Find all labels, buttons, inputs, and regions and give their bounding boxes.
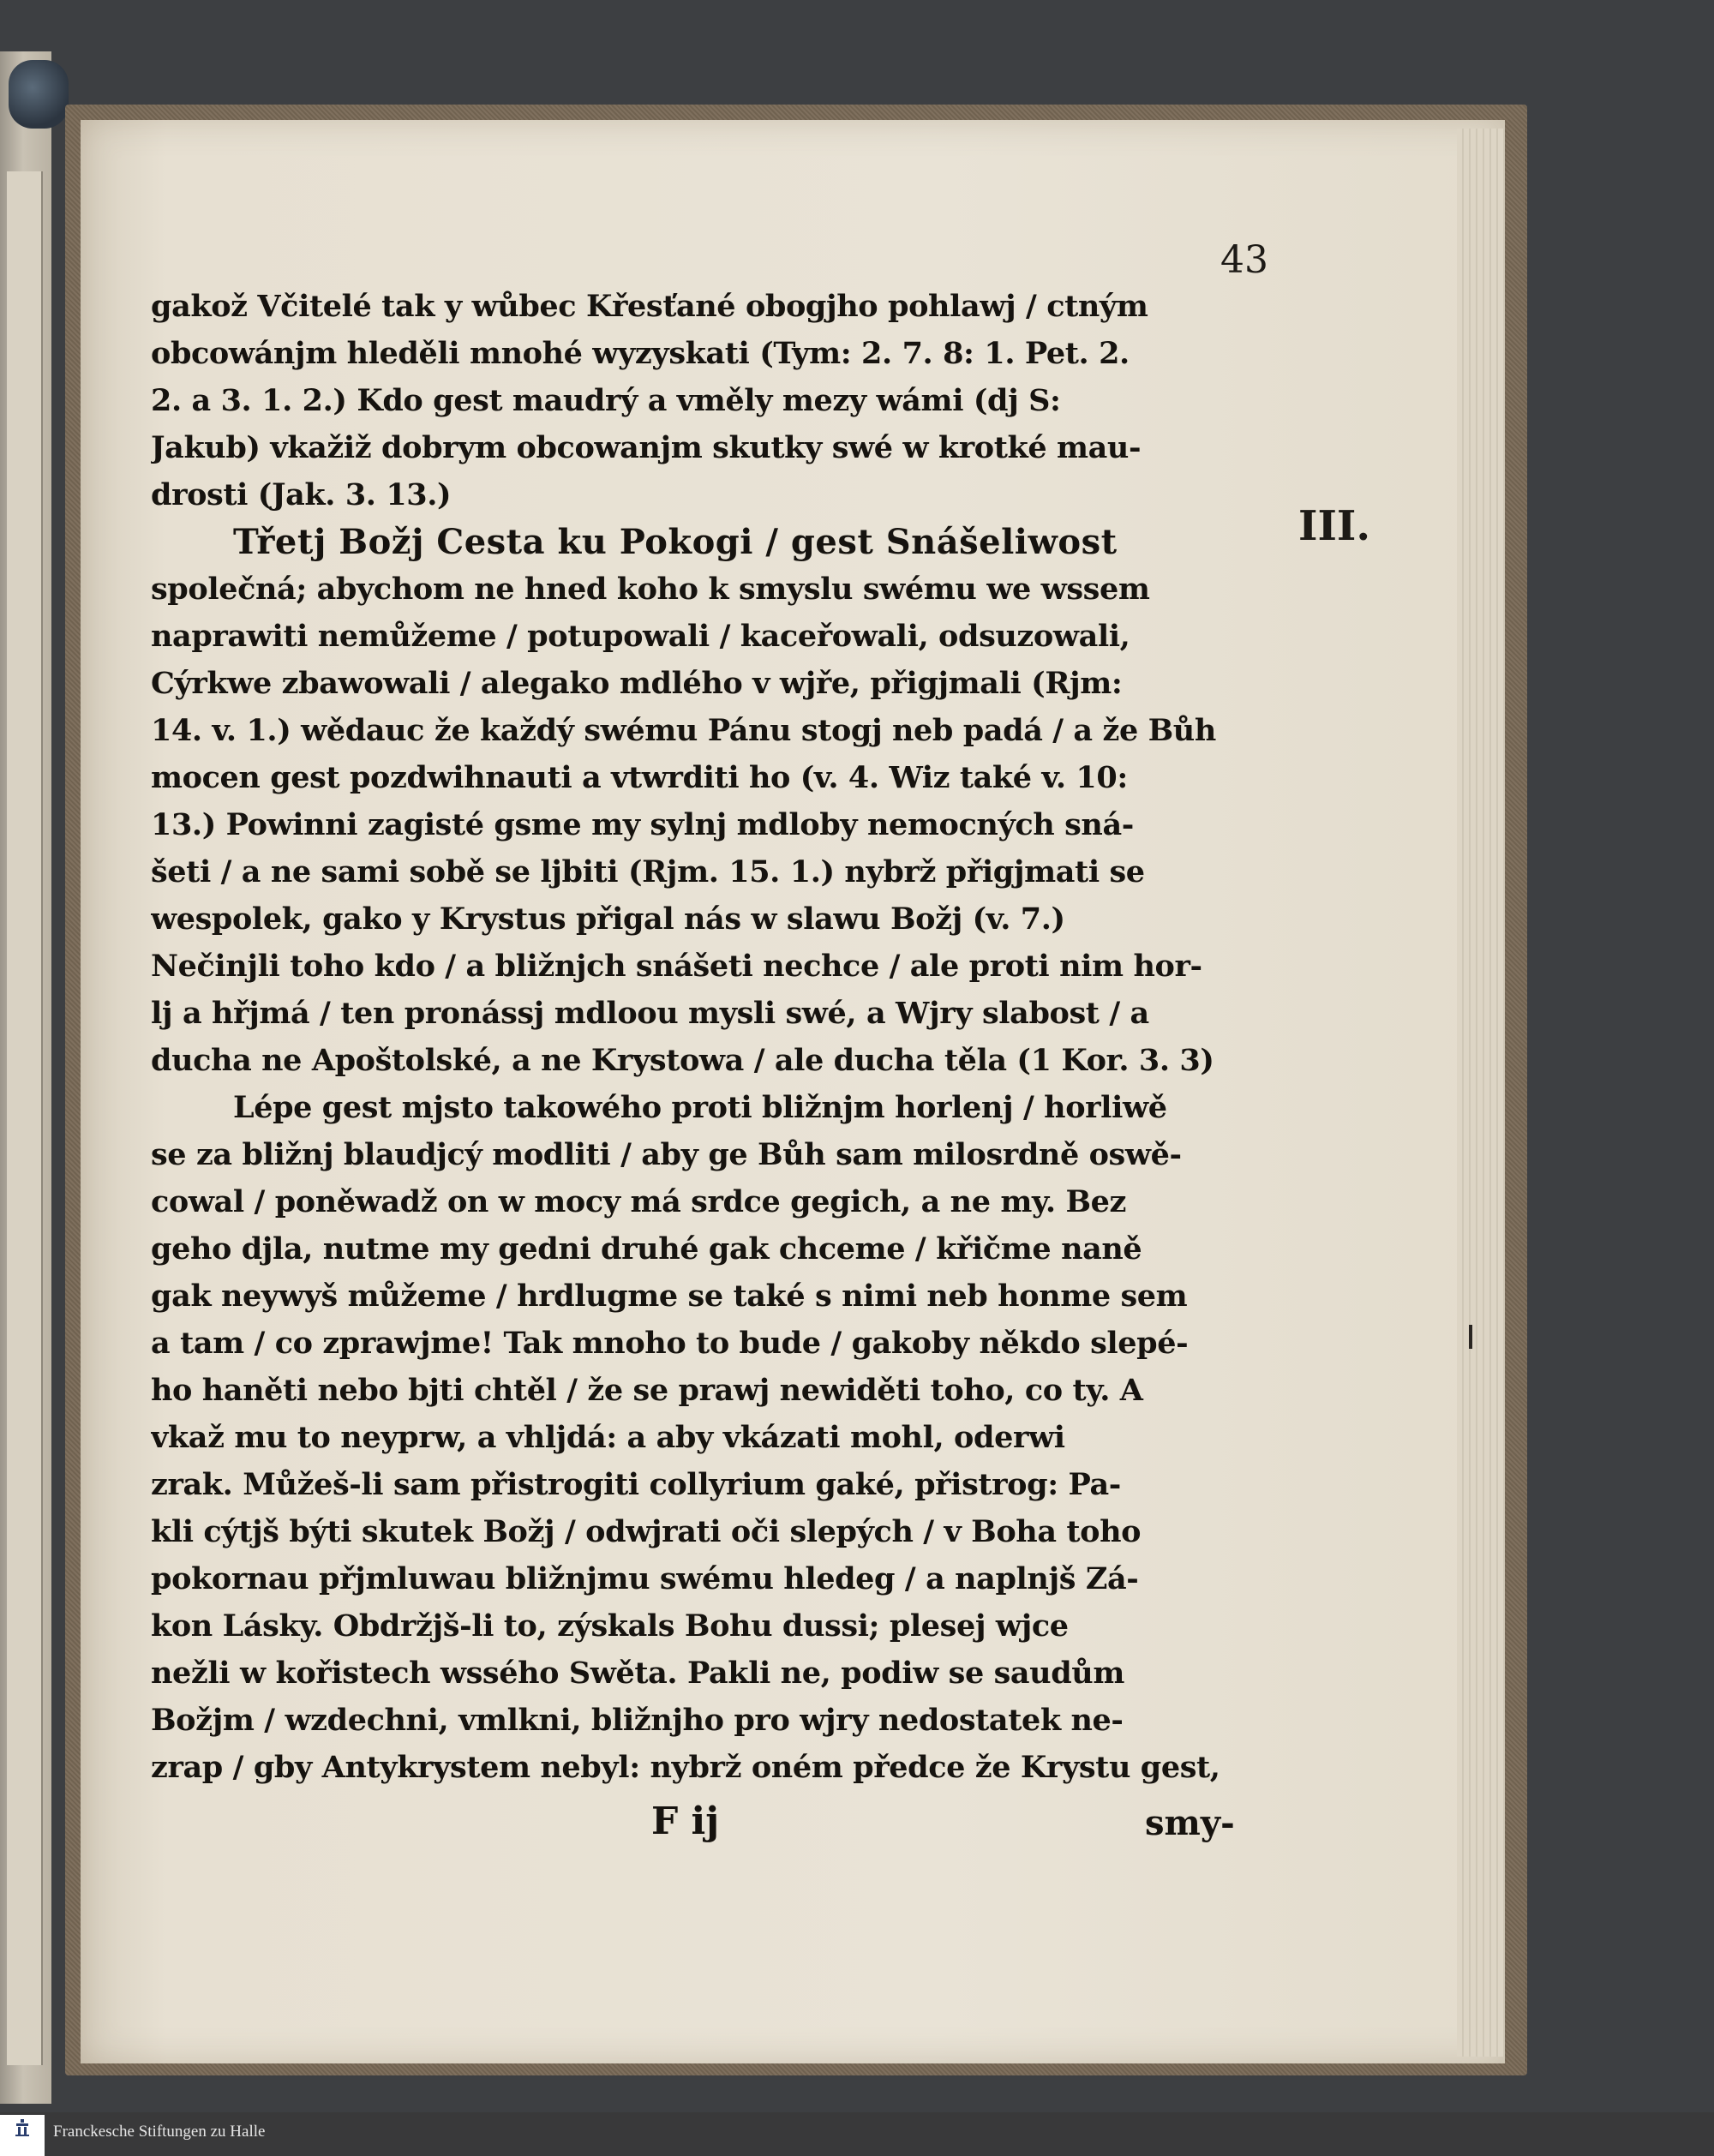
previous-page-edge [0,51,51,2104]
text-line: cowal / poněwadž on w mocy má srdce gegich, a ne my. Bez [151,1184,1127,1219]
margin-tick [1469,1325,1472,1349]
catchword: smy- [1145,1803,1235,1843]
text-line: mocen gest pozdwihnauti a vtwrditi ho (v. 4. Wiz také v. 10: [151,760,1128,795]
text-line: gakož Včitelé tak y wůbec Křesťané obogjho pohlawj / ctným [151,289,1148,324]
text-line: 14. v. 1.) wědauc že každý swému Pánu stogj neb padá / a že Bůh [151,713,1216,748]
text-line: Jakub) vkažiž dobrym obcowanjm skutky swé w krotké mau- [151,430,1142,465]
text-line: geho djla, nutme my gedni druhé gak chceme / křičme naně [151,1231,1142,1267]
previous-page-margin [7,171,43,2065]
paragraph-start-line: Lépe gest mjsto takowého proti bližnjm horlenj / horliwě [233,1090,1167,1125]
text-line: ho haněti nebo bjti chtěl / že se prawj newiděti toho, co ty. A [151,1373,1143,1408]
text-line: kon Lásky. Obdržjš-li to, zýskals Bohu dussi; plesej wjce [151,1608,1069,1644]
text-line: wespolek, gako y Krystus přigal nás w slawu Božj (v. 7.) [151,901,1065,937]
section-heading-line: Třetj Božj Cesta ku Pokogi / gest Snášeliwost [233,522,1118,562]
page-number: 43 [1220,238,1268,282]
text-line: se za bližnj blaudjcý modliti / aby ge Bůh sam milosrdně oswě- [151,1137,1182,1172]
text-line: 2. a 3. 1. 2.) Kdo gest maudrý a vměly mezy wámi (dj S: [151,383,1061,418]
text-line: gak neywyš můžeme / hrdlugme se také s nimi neb honme sem [151,1279,1188,1314]
page-stack-edge [1457,129,1505,2057]
text-line: kli cýtjš býti skutek Božj / odwjrati oči slepých / v Boha toho [151,1514,1142,1549]
text-line: Božjm / wzdechni, vmlkni, bližnjho pro wjry nedostatek ne- [151,1703,1124,1738]
text-line: vkaž mu to neyprw, a vhljdá: a aby vkázati mohl, oderwi [151,1420,1065,1455]
text-line: lj a hřjmá / ten pronássj mdloou mysli swé, a Wjry slabost / a [151,996,1149,1031]
page-text-block [151,283,1263,1791]
text-line: ducha ne Apoštolské, a ne Krystowa / ale ducha těla (1 Kor. 3. 3) [151,1043,1214,1078]
text-line: zrak. Můžeš-li sam přistrogiti collyrium gaké, přistrog: Pa- [151,1467,1121,1502]
signature-mark: F ij [651,1800,720,1843]
text-line: pokornau přjmluwau bližnjmu swému hledeg / a naplnjš Zá- [151,1561,1139,1596]
institution-logo-icon [14,2118,31,2137]
bookmark-ribbon [9,60,69,129]
text-line: Nečinjli toho kdo / a bližnjch snášeti nechce / ale proti nim hor- [151,949,1202,984]
margin-section-mark: III. [1298,502,1371,550]
text-line: drosti (Jak. 3. 13.) [151,477,452,512]
text-line: společná; abychom ne hned koho k smyslu swému we wssem [151,572,1150,607]
text-line: šeti / a ne sami sobě se ljbiti (Rjm. 15. 1.) nybrž přigjmati se [151,854,1145,889]
text-line: zrap / gby Antykrystem nebyl: nybrž oném předce že Krystu gest, [151,1750,1220,1785]
text-line: a tam / co zprawjme! Tak mnoho to bude / gakoby někdo slepé- [151,1326,1189,1361]
footer-label: Franckesche Stiftungen zu Halle [53,2123,266,2141]
text-line: 13.) Powinni zagisté gsme my sylnj mdloby nemocných sná- [151,807,1134,842]
text-line: obcowánjm hleděli mnohé wyzyskati (Tym: 2. 7. 8: 1. Pet. 2. [151,336,1130,371]
text-line: naprawiti nemůžeme / potupowali / kaceřowali, odsuzowali, [151,619,1130,654]
text-line: Cýrkwe zbawowali / alegako mdlého v wjře, přigjmali (Rjm: [151,666,1123,701]
text-line: nežli w kořistech wssého Swěta. Pakli ne, podiw se saudům [151,1656,1124,1691]
